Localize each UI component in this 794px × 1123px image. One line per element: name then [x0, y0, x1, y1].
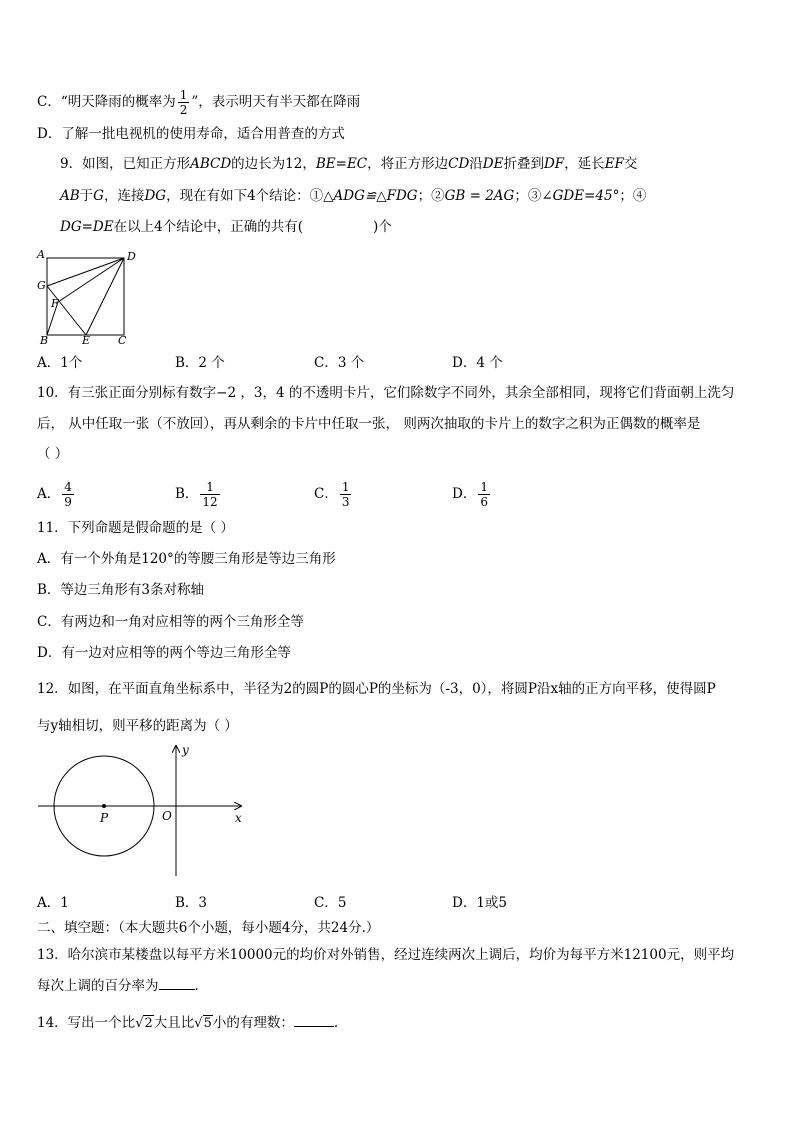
q9-text: 折叠到 — [503, 156, 544, 172]
label-y: y — [182, 743, 189, 757]
fraction-denominator: 12 — [202, 495, 218, 509]
option-c-post: ”，表示明天有半天都在降雨 — [191, 94, 361, 110]
fraction-denominator: 9 — [64, 495, 72, 509]
q9-text: ；③ — [514, 188, 542, 204]
q9-text: ，现在有如下4个结论：① — [166, 188, 324, 204]
q12-option-c: C．5 — [314, 895, 347, 911]
fraction-numerator: 1 — [480, 480, 488, 494]
q10-line1: 10．有三张正面分别标有数字−2 ，3，4 的不透明卡片，它们除数字不同外，其余全部相同，现将它们背面朝上洗匀 — [37, 385, 735, 401]
q13-text: 每次上调的百分率为 — [37, 978, 159, 994]
center-p-dot — [102, 804, 106, 808]
segment-ge — [47, 286, 86, 335]
q9-conclusion-4: DG=DE — [60, 219, 114, 235]
q14-line — [37, 1013, 338, 1034]
q9-math: BE=EC — [315, 156, 368, 172]
answer-blank[interactable] — [159, 977, 195, 990]
label-b: B — [40, 334, 49, 346]
option-label: B． — [175, 486, 199, 502]
q11-option-b: B．等边三角形有3条对称轴 — [37, 582, 205, 598]
q9-math: EF — [604, 156, 624, 172]
section-heading: 二、填空题：（本大题共6个小题，每小题4分，共24分.） — [37, 920, 380, 936]
q9-text: 沿 — [469, 156, 483, 172]
sqrt-2: √2 — [135, 1016, 153, 1031]
q9-text: ，连接 — [103, 188, 145, 204]
radicand: 2 — [144, 1016, 153, 1031]
q9-text: ，将正方形边 — [367, 156, 449, 172]
option-d-line: D．了解一批电视机的使用寿命，适合用普查的方式 — [37, 126, 345, 142]
q12-line2: 与y轴相切，则平移的距离为（ ） — [37, 718, 238, 734]
label-e: E — [82, 334, 91, 346]
sqrt-5: √5 — [194, 1016, 212, 1031]
q13-line2 — [37, 976, 199, 996]
q9-math: CD — [448, 156, 470, 172]
segment-fd — [58, 258, 124, 302]
q11-option-a: A．有一个外角是120°的等腰三角形是等边三角形 — [37, 551, 336, 567]
option-label: C． — [314, 486, 338, 502]
q9-math: G — [93, 188, 104, 204]
q11-stem: 11．下列命题是假命题的是（ ） — [37, 520, 234, 536]
label-x: x — [235, 811, 242, 825]
fraction-numerator: 1 — [179, 88, 188, 102]
q14-period: . — [333, 1015, 339, 1031]
q10-option-b — [175, 480, 222, 509]
q9-conclusion-3: ∠GDE=45° — [541, 188, 620, 204]
q12-circle-figure — [34, 742, 249, 880]
q9-line3 — [60, 217, 392, 237]
q12-line1: 12．如图，在平面直角坐标系中，半径为2的圆P的圆心P的坐标为（-3，0），将圆P沿x轴的正方向平移，使得圆P — [37, 681, 716, 697]
q9-text: 9．如图，已知正方形 — [60, 156, 191, 172]
q9-option-b: B．2 个 — [175, 355, 225, 371]
label-c: C — [118, 334, 127, 346]
q10-line3: （ ） — [37, 446, 69, 462]
fraction-denominator: 6 — [480, 495, 488, 509]
q9-text: 的边长为12， — [231, 156, 316, 172]
q9-option-a: A．1个 — [37, 355, 83, 371]
label-g: G — [37, 279, 46, 292]
label-f: F — [51, 297, 59, 310]
label-p: P — [100, 811, 109, 825]
q9-option-c: C．3 个 — [314, 355, 365, 371]
label-a: A — [37, 248, 45, 261]
q10-option-d — [452, 480, 492, 509]
q10-option-c — [314, 480, 353, 509]
q13-line1: 13．哈尔滨市某楼盘以每平方米10000元的均价对外销售，经过连续两次上调后，均价为每平方米12100元，则平均 — [37, 947, 735, 963]
option-c-pre: C．“明天降雨的概率为 — [37, 94, 176, 110]
q9-text: 于 — [79, 188, 94, 204]
option-label: D． — [452, 486, 477, 502]
fraction-denominator: 3 — [341, 495, 350, 509]
q9-text: 在以上4个结论中，正确的共有( — [113, 219, 303, 235]
option-c-fraction — [178, 88, 190, 117]
q10-option-a — [37, 480, 76, 509]
fraction-numerator: 4 — [64, 480, 72, 494]
q9-math: ABCD — [190, 156, 232, 172]
q13-period: . — [194, 978, 199, 994]
q9-math: AB — [60, 188, 80, 204]
q12-option-d: D．1或5 — [452, 895, 508, 911]
q9-text: ，延长 — [564, 156, 605, 172]
q14-text: 小的有理数： — [212, 1015, 294, 1031]
q10-line2: 后， 从中任取一张（不放回），再从剩余的卡片中任取一张， 则两次抽取的卡片上的数字之积为正偶数的概率是 — [37, 416, 701, 432]
answer-blank[interactable] — [294, 1014, 334, 1027]
option-c-line — [37, 88, 360, 117]
fraction-numerator: 1 — [200, 480, 219, 495]
q11-option-d: D．有一边对应相等的两个等边三角形全等 — [37, 645, 291, 661]
fraction-denominator: 2 — [179, 103, 188, 117]
q9-line1 — [60, 154, 637, 174]
q9-math: DE — [482, 156, 504, 172]
q9-math: DF — [543, 156, 565, 172]
q9-text: 交 — [623, 156, 638, 172]
option-label: A． — [37, 486, 61, 502]
q9-conclusion-2: GB = 2AG — [444, 188, 515, 204]
q9-text: )个 — [372, 219, 392, 235]
label-d: D — [127, 250, 136, 263]
q9-text: ；④ — [619, 188, 647, 204]
fraction-numerator: 1 — [341, 480, 350, 494]
q12-option-b: B．3 — [175, 895, 208, 911]
q9-square-figure — [34, 246, 144, 346]
radicand: 5 — [203, 1016, 212, 1031]
q14-text: 大且比 — [153, 1015, 195, 1031]
q9-math: DG — [144, 188, 167, 204]
q11-option-c: C．有两边和一角对应相等的两个三角形全等 — [37, 614, 304, 630]
q9-line2 — [60, 186, 646, 206]
q12-option-a: A．1 — [37, 895, 69, 911]
q14-text: 14．写出一个比 — [37, 1015, 136, 1031]
q9-text: ；② — [417, 188, 445, 204]
q9-option-d: D．4 个 — [452, 355, 503, 371]
q9-conclusion-1: △ADG≌△FDG — [323, 188, 418, 204]
label-o: O — [162, 809, 172, 823]
